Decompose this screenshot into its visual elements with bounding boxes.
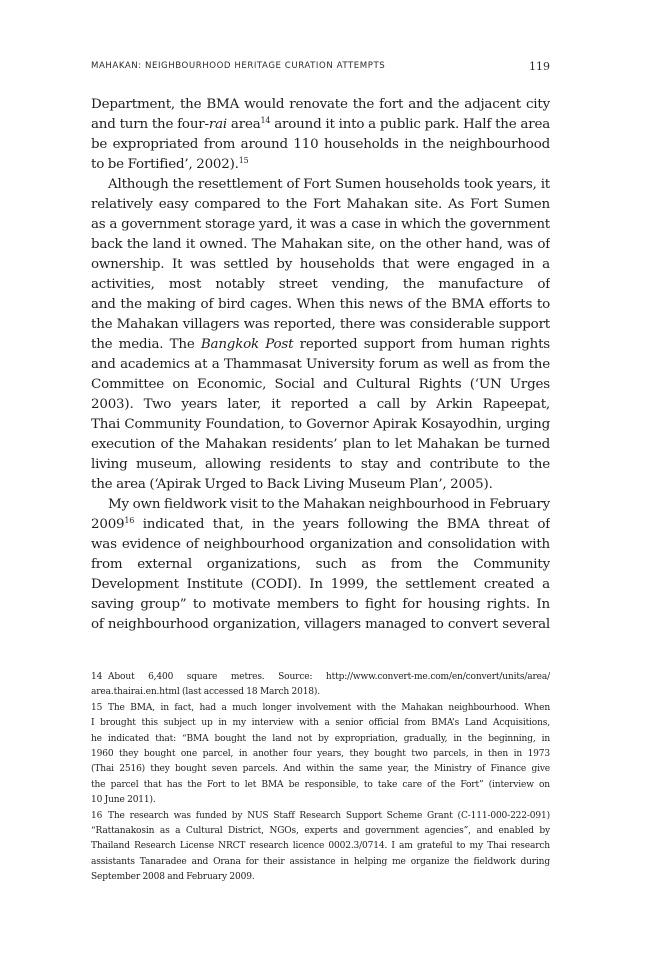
text-line: 2009$^{16}$ indicated that, in the years following the BMA threat of — [91, 516, 550, 532]
footnote-line: “Rattanakosin as a Cultural District, NGOs, experts and government agencies”, and enabled by — [91, 825, 550, 836]
text-line: Committee on Economic, Social and Cultural Rights (‘UN Urges — [91, 377, 550, 392]
emphasis: Bangkok Post — [200, 337, 294, 352]
text-line: from external organizations, such as from the Community — [91, 557, 550, 572]
emphasis: rai — [208, 117, 227, 132]
footnote-line: area.thairai.en.html (last accessed 18 March 2018). — [91, 687, 321, 698]
text-line: as a government storage yard, it was a case in which the government — [91, 217, 550, 232]
footnotes — [91, 670, 550, 885]
footnote-line: 1960 they bought one parcel, in another four years, they bought two parcels, in then in 1973 — [91, 748, 550, 759]
footnote-line: (Thai 2516) they bought seven parcels. And within the same year, the Ministry of Finance give — [91, 764, 550, 775]
text-line: Department, the BMA would renovate the fort and the adjacent city — [91, 97, 550, 112]
page-number: 119 — [529, 60, 550, 73]
text-line: saving group” to motivate members to fight for housing rights. In — [91, 597, 550, 612]
footnote-number: 15 — [91, 702, 103, 713]
footnote-line: 14 About 6,400 square metres. Source: http://www.convert-me.com/en/convert/units/area/ — [91, 670, 550, 685]
text-line: and the making of bird cages. When this news of the BMA efforts to — [91, 297, 550, 312]
paragraph-2 — [91, 175, 550, 495]
text-line: Development Institute (CODI). In 1999, the settlement created a — [91, 577, 550, 592]
text-line: the area (‘Apirak Urged to Back Living Museum Plan’, 2005). — [91, 477, 493, 492]
footnote-line: assistants Tanaradee and Orana for their assistance in helping me organize the fieldwork during — [91, 856, 550, 867]
footnote-line: Thailand Research License NRCT research licence 0002.3/0714. I am grateful to my Thai research — [91, 841, 550, 852]
text-line: to be Fortified’, 2002).$^{15}$ — [91, 156, 249, 172]
paragraph-3 — [91, 495, 550, 635]
footnote-line: he indicated that: “BMA bought the land not by expropriation, gradually, in the beginning, in — [91, 733, 550, 744]
main-text — [91, 95, 550, 635]
footnote-ref-14: 14 — [260, 116, 271, 125]
footnote-16 — [91, 809, 550, 886]
text-line: of neighbourhood organization, villagers managed to convert several — [91, 617, 550, 632]
text-line: back the land it owned. The Mahakan site, on the other hand, was of — [91, 237, 550, 252]
footnote-line: the parcel that has the Fort to let BMA be responsible, to take care of the Fort” (interview on — [91, 779, 550, 790]
text-line: be expropriated from around 110 households in the neighbourhood — [91, 137, 550, 152]
footnote-line: 15 The BMA, in fact, had a much longer involvement with the Mahakan neighbourhood. When — [91, 701, 550, 716]
text-line: activities, most notably street vending, the manufacture of — [91, 277, 550, 292]
text-line: Although the resettlement of Fort Sumen households took years, it — [108, 177, 550, 192]
text-line: ownership. It was settled by households that were engaged in a — [91, 257, 550, 272]
footnote-line: I brought this subject up in my interview with a senior official from BMA’s Land Acquisitions, — [91, 718, 550, 729]
text-line: 2003). Two years later, it reported a call by Arkin Rapeepat, — [91, 397, 550, 412]
text-line: and academics at a Thammasat University forum as well as from the — [91, 357, 550, 372]
footnote-14 — [91, 670, 550, 701]
text-line: the Mahakan villagers was reported, there was considerable support — [91, 317, 550, 332]
footnote-ref-16: 16 — [124, 516, 135, 525]
text-line: relatively easy compared to the Fort Mahakan site. As Fort Sumen — [91, 197, 550, 212]
text-line: execution of the Mahakan residents’ plan to let Mahakan be turned — [91, 437, 550, 452]
footnote-line: 10 June 2011). — [91, 795, 156, 806]
text-line: and turn the four-rai area$^{14}$ around it into a public park. Half the area — [91, 116, 550, 132]
text-line: My own fieldwork visit to the Mahakan neighbourhood in February — [108, 497, 550, 512]
footnote-line: September 2008 and February 2009. — [91, 872, 255, 883]
text-line: living museum, allowing residents to stay and contribute to the — [91, 457, 550, 472]
footnote-line: 16 The research was funded by NUS Staff Research Support Scheme Grant (C-111-000-222-091) — [91, 809, 550, 824]
footnote-15 — [91, 701, 550, 809]
footnote-number: 16 — [91, 810, 103, 821]
running-title: MAHAKAN: NEIGHBOURHOOD HERITAGE CURATION ATTEMPTS — [91, 61, 386, 71]
text-line: Thai Community Foundation, to Governor Apirak Kosayodhin, urging — [91, 417, 550, 432]
paragraph-1 — [91, 95, 550, 175]
footnote-number: 14 — [91, 672, 103, 682]
text-line: the media. The Bangkok Post reported support from human rights — [91, 337, 550, 352]
text-line: was evidence of neighbourhood organization and consolidation with — [91, 537, 550, 552]
footnote-ref-15: 15 — [238, 156, 249, 165]
